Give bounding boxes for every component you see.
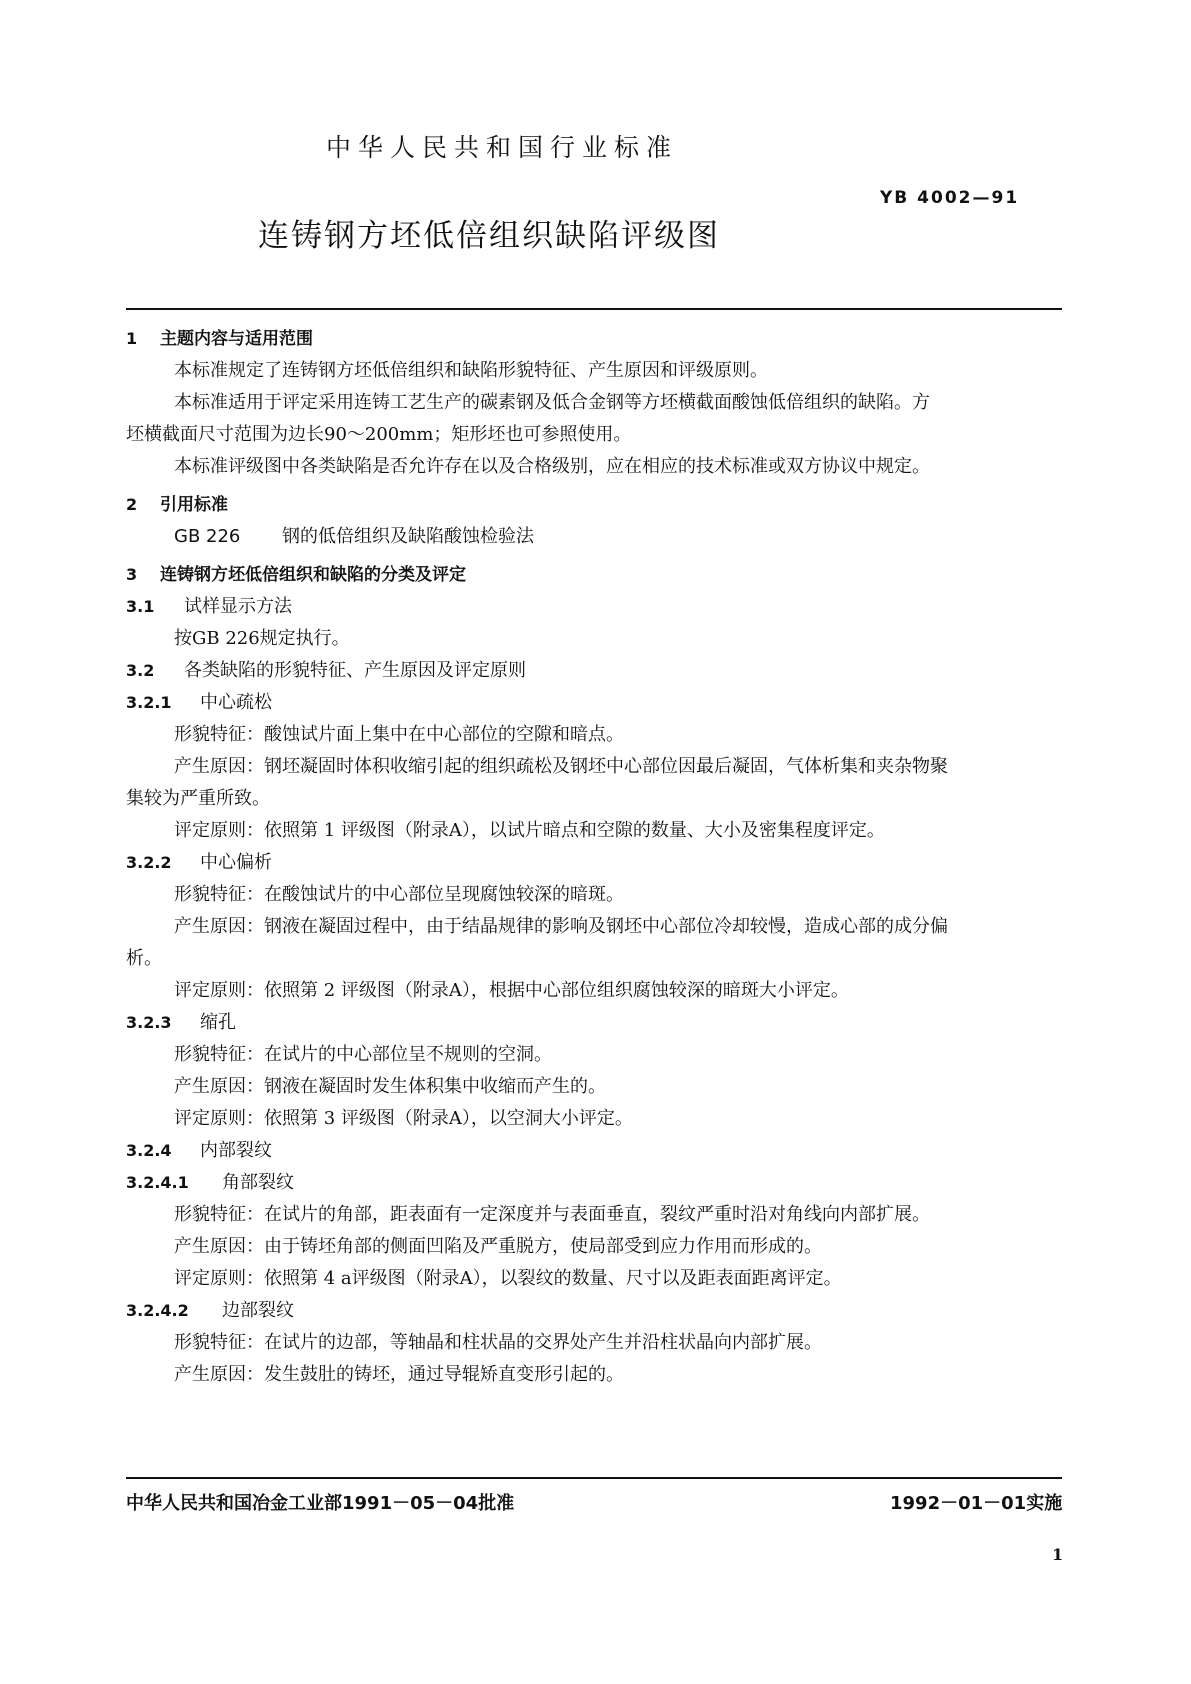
paragraph-line: 产生原因：钢坯凝固时体积收缩引起的组织疏松及钢坯中心部位因最后凝固，气体析集和夹杂物聚 [174, 756, 948, 777]
section-number: 3.2.4.1 [126, 1173, 189, 1192]
section-number: 3.2.3 [126, 1013, 172, 1032]
paragraph-line: 本标准评级图中各类缺陷是否允许存在以及合格级别，应在相应的技术标准或双方协议中规定。 [174, 456, 930, 477]
standard-category: 中华人民共和国行业标准 [326, 133, 679, 162]
standard-code: YB 4002—91 [880, 188, 1020, 208]
section-title: 中心偏析 [200, 852, 272, 873]
paragraph-line: 本标准适用于评定采用连铸工艺生产的碳素钢及低合金钢等方坯横截面酸蚀低倍组织的缺陷。方 [174, 392, 930, 413]
section-number: 3.2.4.2 [126, 1301, 189, 1320]
section-heading [126, 1135, 1062, 1167]
paragraph-line: 产生原因：发生鼓肚的铸坯，通过导辊矫直变形引起的。 [174, 1364, 624, 1385]
section-number: 3.2.4 [126, 1141, 172, 1160]
document-body [126, 323, 1062, 1391]
section-heading [126, 1295, 1062, 1327]
section-number: 3.2.2 [126, 853, 172, 872]
paragraph-line: 本标准规定了连铸钢方坯低倍组织和缺陷形貌特征、产生原因和评级原则。 [174, 360, 768, 381]
paragraph-line: 评定原则：依照第 3 评级图（附录A），以空洞大小评定。 [174, 1108, 633, 1129]
approval-note: 中华人民共和国冶金工业部1991－05－04批准 [126, 1493, 515, 1514]
section-title: 连铸钢方坯低倍组织和缺陷的分类及评定 [160, 565, 466, 585]
reference-item [126, 521, 1062, 553]
section-number: 1 [126, 329, 138, 348]
section-heading [126, 559, 1062, 591]
section-title: 角部裂纹 [222, 1172, 294, 1193]
paragraph-line: 析。 [126, 948, 162, 969]
section-title: 各类缺陷的形貌特征、产生原因及评定原则 [184, 660, 526, 681]
paragraph-line: 形貌特征：在试片的角部，距表面有一定深度并与表面垂直，裂纹严重时沿对角线向内部扩展。 [174, 1204, 930, 1225]
section-heading [126, 591, 1062, 623]
section-heading [126, 1167, 1062, 1199]
effective-date: 1992－01－01实施 [890, 1493, 1063, 1514]
section-heading [126, 1007, 1062, 1039]
header-rule [126, 308, 1062, 310]
paragraph-line: 形貌特征：在试片的中心部位呈不规则的空洞。 [174, 1044, 552, 1065]
paragraph-line: 产生原因：钢液在凝固时发生体积集中收缩而产生的。 [174, 1076, 606, 1097]
section-heading [126, 323, 1062, 355]
paragraph-line: 评定原则：依照第 1 评级图（附录A），以试片暗点和空隙的数量、大小及密集程度评定。 [174, 820, 885, 841]
paragraph-line: 产生原因：由于铸坯角部的侧面凹陷及严重脱方，使局部受到应力作用而形成的。 [174, 1236, 822, 1257]
section-heading [126, 687, 1062, 719]
paragraph-line: 形貌特征：在酸蚀试片的中心部位呈现腐蚀较深的暗斑。 [174, 884, 624, 905]
paragraph-line: 按GB 226规定执行。 [174, 628, 350, 649]
paragraph-line: 评定原则：依照第 2 评级图（附录A），根据中心部位组织腐蚀较深的暗斑大小评定。 [174, 980, 849, 1001]
section-number: 3.1 [126, 597, 155, 616]
paragraph-line: 形貌特征：在试片的边部，等轴晶和柱状晶的交界处产生并沿柱状晶向内部扩展。 [174, 1332, 822, 1353]
section-title: 内部裂纹 [200, 1140, 272, 1161]
paragraph-line: 形貌特征：酸蚀试片面上集中在中心部位的空隙和暗点。 [174, 724, 624, 745]
section-title: 中心疏松 [200, 692, 272, 713]
footer-rule [126, 1477, 1062, 1479]
paragraph-line: 评定原则：依照第 4 a评级图（附录A），以裂纹的数量、尺寸以及距表面距离评定。 [174, 1268, 842, 1289]
reference-title: 钢的低倍组织及缺陷酸蚀检验法 [282, 526, 534, 547]
section-number: 3.2.1 [126, 693, 172, 712]
section-title: 引用标准 [160, 495, 228, 515]
reference-code: GB 226 [174, 526, 241, 547]
section-title: 边部裂纹 [222, 1300, 294, 1321]
paragraph-line: 坯横截面尺寸范围为边长90～200mm；矩形坯也可参照使用。 [126, 424, 632, 445]
section-title: 缩孔 [200, 1012, 236, 1033]
section-number: 2 [126, 495, 138, 514]
document-title: 连铸钢方坯低倍组织缺陷评级图 [258, 218, 720, 254]
section-title: 主题内容与适用范围 [160, 329, 313, 349]
paragraph-line: 产生原因：钢液在凝固过程中，由于结晶规律的影响及钢坯中心部位冷却较慢，造成心部的成分偏 [174, 916, 948, 937]
section-number: 3 [126, 565, 138, 584]
section-heading [126, 489, 1062, 521]
section-title: 试样显示方法 [184, 596, 292, 617]
section-heading [126, 847, 1062, 879]
section-number: 3.2 [126, 661, 155, 680]
page-number: 1 [1052, 1545, 1064, 1564]
section-heading [126, 655, 1062, 687]
paragraph-line: 集较为严重所致。 [126, 788, 270, 809]
